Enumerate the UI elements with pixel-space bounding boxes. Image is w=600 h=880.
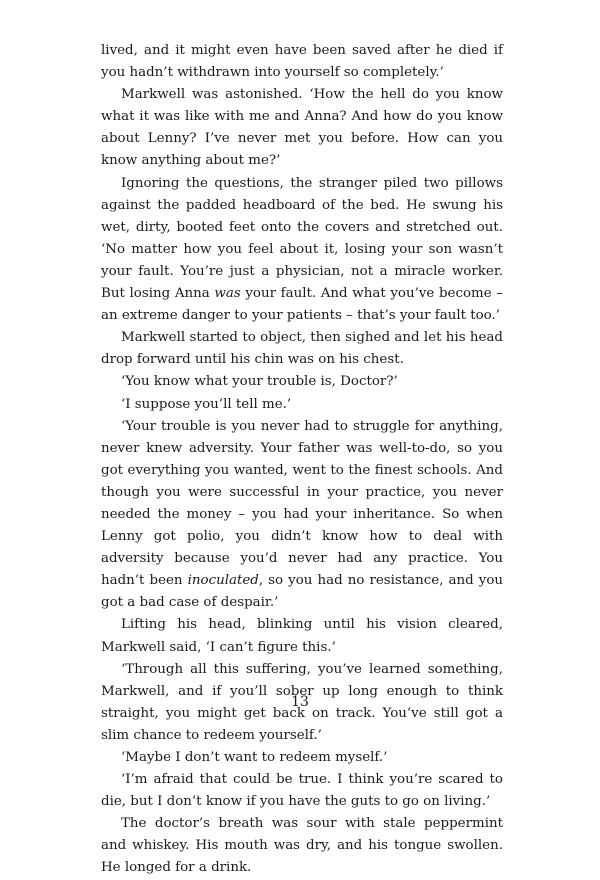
body-text <box>101 40 503 880</box>
italic-text: inoculated <box>187 573 259 589</box>
paragraph: Lifting his head, blinking until his vision cleared, Markwell said, ‘I can’t figure this.’ <box>101 617 503 655</box>
paragraph: Ignoring the questions, the stranger piled two pillows against the padded headboard of the bed. He swung his wet, dirty, booted feet onto the covers and stretched out. ‘No matter how you feel about it, losing your son wasn’t your fault. You’re just a physician, not a miracle worker. But losing Anna was your fault. And what you’ve become – an extreme danger to your patients – that’s your fault too.’ <box>101 175 504 324</box>
italic-text: was <box>214 286 241 302</box>
paragraph: ‘I suppose you’ll tell me.’ <box>121 396 292 412</box>
paragraph: ‘Maybe I don’t want to redeem myself.’ <box>121 750 388 765</box>
paragraph: ‘I’m afraid that could be true. I think you’re scared to die, but I don’t know if you have the guts to go on living.’ <box>101 772 503 810</box>
paragraph: ‘You know what your trouble is, Doctor?’ <box>121 374 398 390</box>
paragraph: Markwell was astonished. ‘How the hell do you know what it was like with me and Anna? And how do you know about Lenny? I’ve never met you before. How can you know anything about me?’ <box>101 87 503 169</box>
paragraph: ‘Your trouble is you never had to struggle for anything, never knew adversity. Your father was well-to-do, so you got everything you wanted, went to the finest schools. And though you were successful in your practice, you never needed the money – you had your inheritance. So when Lenny got polio, you didn’t know how to deal with adversity because you’d never had any practice. You hadn’t been inoculated, so you had no resistance, and you got a bad case of despair.’ <box>101 418 504 611</box>
paragraph: Markwell started to object, then sighed and let his head drop forward until his chin was on his chest. <box>101 330 503 368</box>
page-number: 13 <box>291 694 309 710</box>
paragraph: ‘Through all this suffering, you’ve learned something, Markwell, and if you’ll sober up long enough to think straight, you might get back on track. You’ve still got a slim chance to redeem yourself.’ <box>101 661 503 743</box>
paragraph: The doctor’s breath was sour with stale peppermint and whiskey. His mouth was dry, and his tongue swollen. He longed for a drink. <box>101 816 503 876</box>
paragraph: lived, and it might even have been saved after he died if you hadn’t withdrawn into yourself so completely.’ <box>101 43 503 81</box>
